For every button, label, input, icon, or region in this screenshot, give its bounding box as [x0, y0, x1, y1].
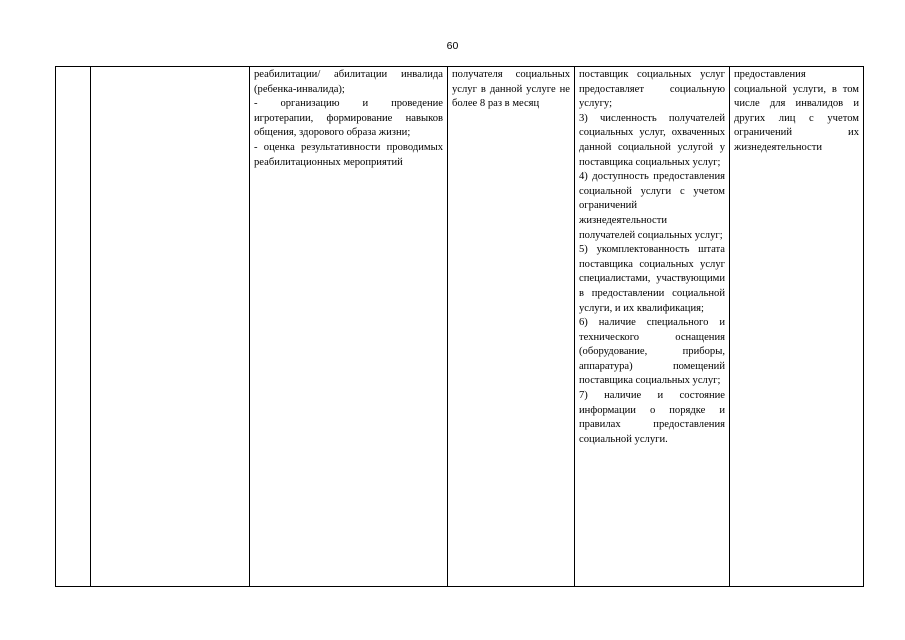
table-cell-service-name — [91, 67, 250, 587]
table-cell-number — [56, 67, 91, 587]
table-cell-service-description: реабилитации/ абилитации инвалида (ребенка-инвалида); - организацию и проведение игротерапии, формирование навыков общения, здорового образа жизни; - оценка результативности проводимых реабилитационных мероприятий — [250, 67, 448, 587]
table-cell-norms: получателя социальных услуг в данной услуге не более 8 раз в месяц — [448, 67, 575, 587]
table-cell-quality-indicators: поставщик социальных услуг предоставляет социальную услугу; 3) численность получателей социальных услуг, охваченных данной социальной услугой у поставщика социальных услуг; 4) доступность предоставления социальной услуги с учетом ограничений жизнедеятельности получателей социальных услуг; 5) укомплектованность штата поставщика социальных услуг специалистами, участвующими в предоставлении социальной услуги, и их квалификация; 6) наличие специального и технического оснащения (оборудование, приборы, аппаратура) помещений поставщика социальных услуг; 7) наличие и состояние информации о порядке и правилах предоставления социальной услуги. — [575, 67, 730, 587]
table-cell-conditions: предоставления социальной услуги, в том числе для инвалидов и других лиц с учетом ограничений их жизнедеятельности — [730, 67, 864, 587]
table-row — [56, 67, 864, 587]
services-table — [55, 66, 864, 587]
page-number: 60 — [446, 40, 459, 52]
